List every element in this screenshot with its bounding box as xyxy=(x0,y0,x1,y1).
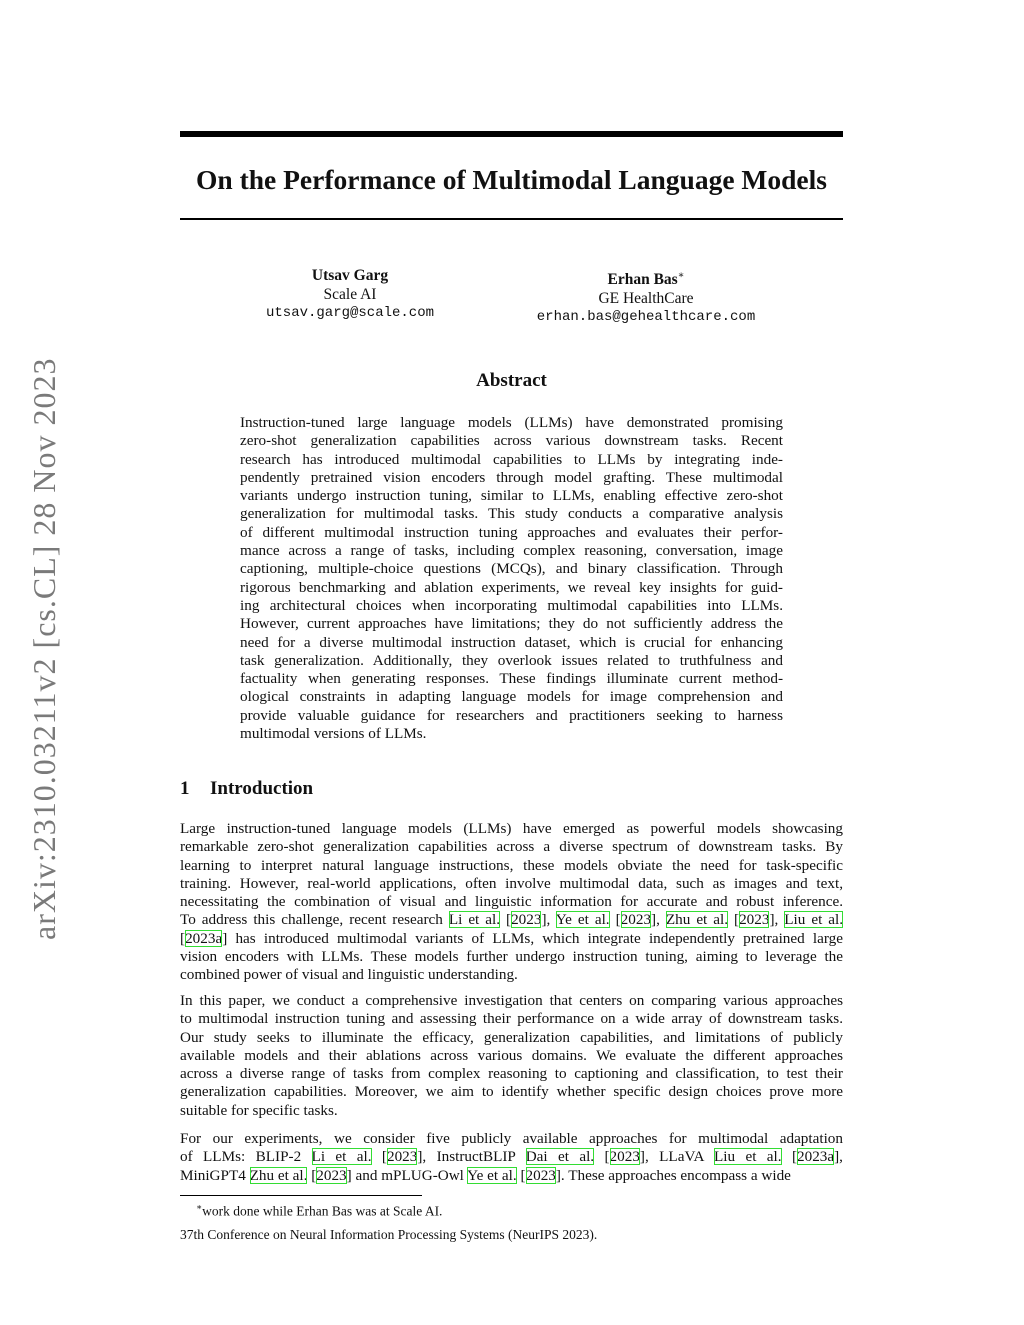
paragraph-line xyxy=(180,992,843,1010)
text-run: combined power of visual and linguistic understanding. xyxy=(180,966,518,984)
paper-title: On the Performance of Multimodal Language Models xyxy=(196,164,827,195)
citation-link[interactable]: Zhu et al. xyxy=(665,911,729,929)
abstract-line: captioning, multiple-choice questions (MCQs), and binary classification. Through xyxy=(240,560,783,578)
citation-link[interactable]: Li et al. xyxy=(311,1148,372,1166)
text-run: ], xyxy=(541,911,556,929)
footnote-marker[interactable]: ∗ xyxy=(677,270,685,281)
abstract-heading: Abstract xyxy=(476,370,547,391)
citation-link[interactable]: Liu et al. xyxy=(784,911,843,929)
author-email[interactable]: utsav.garg@scale.com xyxy=(265,305,435,321)
citation-link[interactable]: 2023 xyxy=(609,1148,640,1166)
footnote xyxy=(196,1199,442,1220)
text-run: remarkable zero-shot generalization capabilities across a diverse spectrum of downstream tasks. By xyxy=(180,838,843,856)
text-run: [ xyxy=(728,911,740,929)
paragraph-line xyxy=(180,1102,843,1120)
text-run: [ xyxy=(781,1148,797,1166)
text-run: [ xyxy=(516,1166,526,1184)
text-run: ], LLaVA xyxy=(639,1148,714,1166)
intro-paragraph-1 xyxy=(180,820,843,985)
author-block xyxy=(250,266,450,323)
paragraph-line xyxy=(180,857,843,875)
text-run: available models and their ablations across various domains. We evaluate the different approaches xyxy=(180,1046,843,1064)
text-run: [ xyxy=(594,1148,610,1166)
paragraph-line xyxy=(180,1083,843,1101)
abstract-line: Instruction-tuned large language models (LLMs) have demonstrated promising xyxy=(240,414,783,431)
citation-link[interactable]: 2023 xyxy=(739,911,770,929)
paragraph-line xyxy=(180,1130,843,1148)
text-run: across a diverse range of tasks from complex reasoning to captioning and classification, to test their xyxy=(180,1065,843,1083)
text-run: MiniGPT4 xyxy=(180,1166,250,1184)
text-run: [ xyxy=(609,911,621,929)
paragraph-line xyxy=(180,820,843,838)
citation-link[interactable]: Ye et al. xyxy=(467,1166,517,1184)
text-run: ] and mPLUG-Owl xyxy=(346,1166,468,1184)
abstract-line: provide valuable guidance for researchers and practitioners seeking to harness xyxy=(240,706,783,724)
paragraph-line xyxy=(180,966,843,984)
abstract-line: research has introduced multimodal capabilities to LLMs by integrating inde- xyxy=(240,450,783,468)
text-run: ], xyxy=(651,911,666,929)
paragraph-line xyxy=(180,1010,843,1028)
footnote-text: work done while Erhan Bas was at Scale AI. xyxy=(202,1203,443,1219)
citation-link[interactable]: 2023 xyxy=(525,1166,556,1184)
citation-link[interactable]: 2023 xyxy=(386,1148,418,1166)
text-run: Our study seeks to illuminate the efficacy, generalization capabilities, and limitations of publicly xyxy=(180,1028,843,1046)
paragraph-line xyxy=(180,930,843,948)
citation-link[interactable]: 2023a xyxy=(185,929,223,947)
abstract-body xyxy=(240,414,783,743)
citation-link[interactable]: Liu et al. xyxy=(713,1148,782,1166)
text-run: [ xyxy=(371,1148,387,1166)
abstract-line: need for a diverse multimodal instruction dataset, which is crucial for enhancing xyxy=(240,633,783,651)
abstract-line: of different multimodal instruction tuning approaches and evaluates their perfor- xyxy=(240,523,783,541)
paragraph-line xyxy=(180,1029,843,1047)
text-run: For our experiments, we consider five publicly available approaches for multimodal adaptation xyxy=(180,1130,843,1147)
author-email[interactable]: erhan.bas@gehealthcare.com xyxy=(536,309,756,326)
text-run: ], xyxy=(834,1148,843,1166)
section-number: 1 xyxy=(180,778,190,799)
section-heading xyxy=(180,778,313,800)
paragraph-line xyxy=(180,893,843,911)
author-name: Erhan Bas xyxy=(607,271,678,289)
footnote-mark: ∗ xyxy=(196,1202,203,1212)
paragraph-line xyxy=(180,911,843,929)
citation-link[interactable]: 2023 xyxy=(511,911,542,929)
text-run: [ xyxy=(307,1166,317,1184)
text-run: generalization capabilities. Moreover, we aim to identify whether specific design choices prove more xyxy=(180,1083,843,1101)
author-affiliation: GE HealthCare xyxy=(598,290,694,308)
abstract-line: task generalization. Additionally, they overlook issues related to truthfulness and xyxy=(240,651,783,669)
abstract-line: rigorous benchmarking and ablation experiments, we reveal key insights for guid- xyxy=(240,578,783,596)
paragraph-line xyxy=(180,1148,843,1166)
section-title: Introduction xyxy=(210,778,314,799)
paragraph-line xyxy=(180,1047,843,1065)
text-run: necessitating the combination of visual and linguistic information for accurate and robust inference. xyxy=(180,893,843,911)
citation-link[interactable]: Zhu et al. xyxy=(249,1166,308,1184)
text-run: to multimodal instruction tuning and assessing their performance on a wide array of downstream tasks. xyxy=(180,1010,843,1028)
arxiv-identifier: arXiv:2310.03211v2 [cs.CL] 28 Nov 2023 xyxy=(26,357,62,940)
intro-paragraph-3 xyxy=(180,1130,843,1185)
paragraph-line xyxy=(180,1167,843,1185)
abstract-line: pendently pretrained vision encoders through model grafting. These multimodal xyxy=(240,468,783,486)
abstract-line: variants undergo instruction tuning, similar to LLMs, enabling effective zero-shot xyxy=(240,487,783,505)
paragraph-line xyxy=(180,1065,843,1083)
citation-link[interactable]: 2023a xyxy=(797,1148,835,1166)
text-run: ]. These approaches encompass a wide xyxy=(555,1166,791,1184)
title-rule-bottom xyxy=(180,218,843,220)
title-rule-top xyxy=(180,131,843,137)
text-run: suitable for specific tasks. xyxy=(180,1101,338,1119)
abstract-line: ing architectural choices when incorporating multimodal capabilities into LLMs. xyxy=(240,596,783,614)
abstract-line: mance across a range of tasks, including complex reasoning, conversation, image xyxy=(240,542,783,560)
text-run: learning to interpret natural language instructions, these models obviate the need for task-specific xyxy=(180,856,843,874)
venue-note: 37th Conference on Neural Information Processing Systems (NeurIPS 2023). xyxy=(180,1227,598,1242)
abstract-line: ological constraints in adapting language models for image comprehension and xyxy=(240,688,783,706)
text-run: In this paper, we conduct a comprehensive investigation that centers on comparing various approaches xyxy=(180,992,843,1009)
paragraph-line xyxy=(180,948,843,966)
text-run: ], InstructBLIP xyxy=(417,1148,526,1166)
paragraph-line xyxy=(180,875,843,893)
abstract-line: zero-shot generalization capabilities across various downstream tasks. Recent xyxy=(240,432,783,450)
intro-paragraph-2 xyxy=(180,992,843,1120)
text-run: [ xyxy=(180,929,186,947)
paragraph-line xyxy=(180,838,843,856)
text-run: [ xyxy=(500,911,512,929)
text-run: training. However, real-world applications, often involve multimodal data, such as images and text, xyxy=(180,874,843,892)
text-run: ], xyxy=(769,911,785,929)
text-run: of LLMs: BLIP-2 xyxy=(180,1148,312,1166)
abstract-line: However, current approaches have limitations; they do not sufficiently address the xyxy=(240,615,783,633)
text-run: To address this challenge, recent research xyxy=(180,911,449,929)
author-block xyxy=(521,266,771,327)
citation-link[interactable]: 2023 xyxy=(316,1166,347,1184)
text-run: ] has introduced multimodal variants of LLMs, which integrate independently pretrained large xyxy=(222,929,843,947)
citation-link[interactable]: 2023 xyxy=(620,911,652,929)
author-name: Utsav Garg xyxy=(311,267,389,284)
citation-link[interactable]: Dai et al. xyxy=(525,1148,595,1166)
abstract-line: multimodal versions of LLMs. xyxy=(240,725,427,743)
abstract-line: generalization for multimodal tasks. This study conducts a comparative analysis xyxy=(240,505,783,523)
citation-link[interactable]: Li et al. xyxy=(448,911,501,929)
author-affiliation: Scale AI xyxy=(323,286,377,303)
text-run: Large instruction-tuned language models (LLMs) have emerged as powerful models showcasing xyxy=(180,820,843,837)
text-run: vision encoders with LLMs. These models further undergo instruction tuning, aiming to leverage the xyxy=(180,948,843,966)
citation-link[interactable]: Ye et al. xyxy=(555,911,610,929)
footnote-rule xyxy=(180,1195,422,1196)
abstract-line: factuality when generating responses. These findings illuminate current method- xyxy=(240,670,783,688)
